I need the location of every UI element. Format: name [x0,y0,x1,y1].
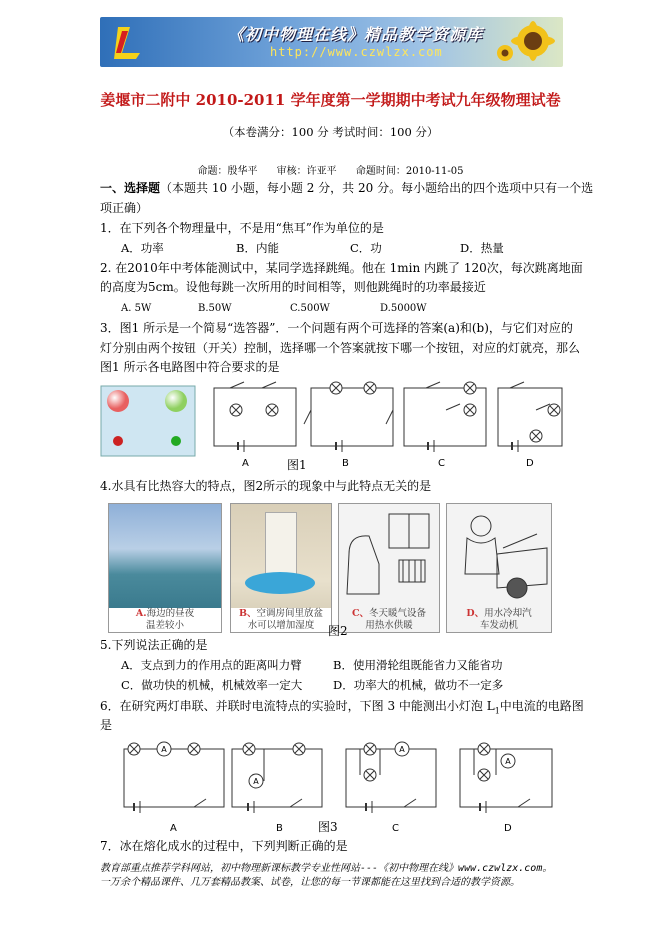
q2-option-a: A. 5W [121,303,152,314]
ammeter-icon-a: A [161,745,167,754]
q7-stem: 7．冰在熔化成水的过程中，下列判断正确的是 [100,839,348,853]
section-desc: （本题共 10 小题，每小题 2 分，共 20 分。每小题给出的四个选项中只有一个选 [160,181,594,195]
q2-option-b: B.50W [198,303,232,314]
q3-label-c: C [438,458,445,469]
q6-circuit-b [232,743,322,813]
q3-stem-2: 灯分别由两个按钮（开关）控制，选择哪一个答案就按下哪一个按钮，对应的灯就亮，那么 [100,341,581,355]
q2-stem-1: 2. 在2010年中考体能测试中，某同学选择跳绳。他在 1min 内跳了 120次，每次跳离地面 [100,261,583,275]
ammeter-icon-c: A [399,745,405,754]
q1-option-d: D．热量 [460,241,504,255]
q5-option-b: B．使用滑轮组既能省力又能省功 [333,658,503,672]
red-button-icon [113,436,123,446]
ammeter-icon-d: A [505,757,511,766]
q1-option-b: B．内能 [236,241,279,255]
q3-circuit-c [404,382,486,452]
q6-stem-1: 6．在研究两灯串联、并联时电流特点的实验时，下图 3 中能测出小灯泡 $L_1$中电流的电路图 [100,699,584,716]
section-head: 一、选择题 [100,181,161,195]
q6-label-a: A [170,823,177,834]
ammeter-icon-b: A [253,777,259,786]
q5-option-c: C．做功快的机械，机械效率一定大 [121,678,303,692]
photo-a-seaside: A.海边的昼夜 温差较小 [108,503,222,633]
car-mechanic-icon [447,504,551,604]
section-heading [100,180,593,197]
q3-stem-1: 3．图1 所示是一个简易“选答器”．一个问题有两个可选择的答案(a)和(b)，与它们对应的 [100,321,573,335]
header-banner [100,17,563,67]
photo-c-heater: C、冬天暖气设备 用热水供暖 [338,503,440,633]
figure-3-caption: 图3 [318,820,338,834]
exam-date: 命题时间：2010-11-05 [355,166,464,177]
q6-circuit-a [124,742,224,813]
q1-stem: 1．在下列各个物理量中，不是用“焦耳”作为单位的是 [100,221,384,235]
q5-option-a: A．支点到力的作用点的距离叫力臂 [121,658,302,672]
figure-2-caption: 图2 [328,624,348,638]
red-lamp-icon [107,390,129,412]
q3-circuit-a [214,382,296,452]
q3-circuits-figure [206,380,566,472]
site-logo-icon [110,23,150,61]
q2-stem-2: 的高度为5cm。设他每跳一次所用的时间相等，则他跳绳时的功率最接近 [100,280,486,294]
q6-label-d: D [504,823,512,834]
q2-option-c: C.500W [290,303,330,314]
selector-box-figure [100,385,196,457]
q2-option-d: D.5000W [380,303,427,314]
q5-option-d: D．功率大的机械，做功不一定多 [333,678,504,692]
green-lamp-icon [165,390,187,412]
q3-label-b: B [342,458,349,469]
exam-subtitle: （本卷满分：100 分 考试时间：100 分） [222,125,439,139]
q3-circuit-d [498,382,562,452]
q3-circuit-b [304,382,393,452]
banner-url: http://www.czwlzx.com [270,45,443,59]
q3-label-a: A [242,458,249,469]
q1-option-a: A．功率 [121,241,164,255]
q6-label-c: C [392,823,399,834]
photo-d-car-engine: D、用水冷却汽 车发动机 [446,503,552,633]
q6-label-b: B [276,823,283,834]
armchair-radiator-icon [339,504,439,604]
exam-author: 命题：殷华平 [197,166,258,177]
q4-stem: 4.水具有比热容大的特点，图2所示的现象中与此特点无关的是 [100,479,432,493]
exam-meta [0,162,661,177]
q1-option-c: C．功 [350,241,382,255]
q6-circuit-c [346,742,436,813]
exam-reviewer: 审核：许亚平 [276,166,337,177]
q3-stem-3: 图1 所示各电路图中符合要求的是 [100,360,280,374]
q3-label-d: D [526,458,534,469]
water-basin-icon [245,572,315,594]
page-footer: 教育部重点推荐学科网站，初中物理新课标教学专业性网站---《初中物理在线》www.czwlzx.com。一万余个精品课件、几万套精品教案、试卷，让您的每一节课都能在这里找到合适的教学资源。 [100,863,553,888]
q6-circuit-d [460,743,552,813]
q6-stem-2: 是 [100,718,113,732]
aircon-unit-icon [265,512,297,580]
banner-title: 《初中物理在线》精品教学资源库 [228,25,484,44]
q5-stem: 5.下列说法正确的是 [100,638,208,652]
photo-b-aircon: B、空调房间里放盆 水可以增加湿度 [230,503,332,633]
green-button-icon [171,436,181,446]
figure-1-caption: 图1 [287,458,307,472]
exam-title: 姜堰市二附中 2010-2011 学年度第一学期期中考试九年级物理试卷 [100,91,561,109]
sunflower-icon [493,19,557,65]
section-desc-2: 项正确） [100,201,149,215]
